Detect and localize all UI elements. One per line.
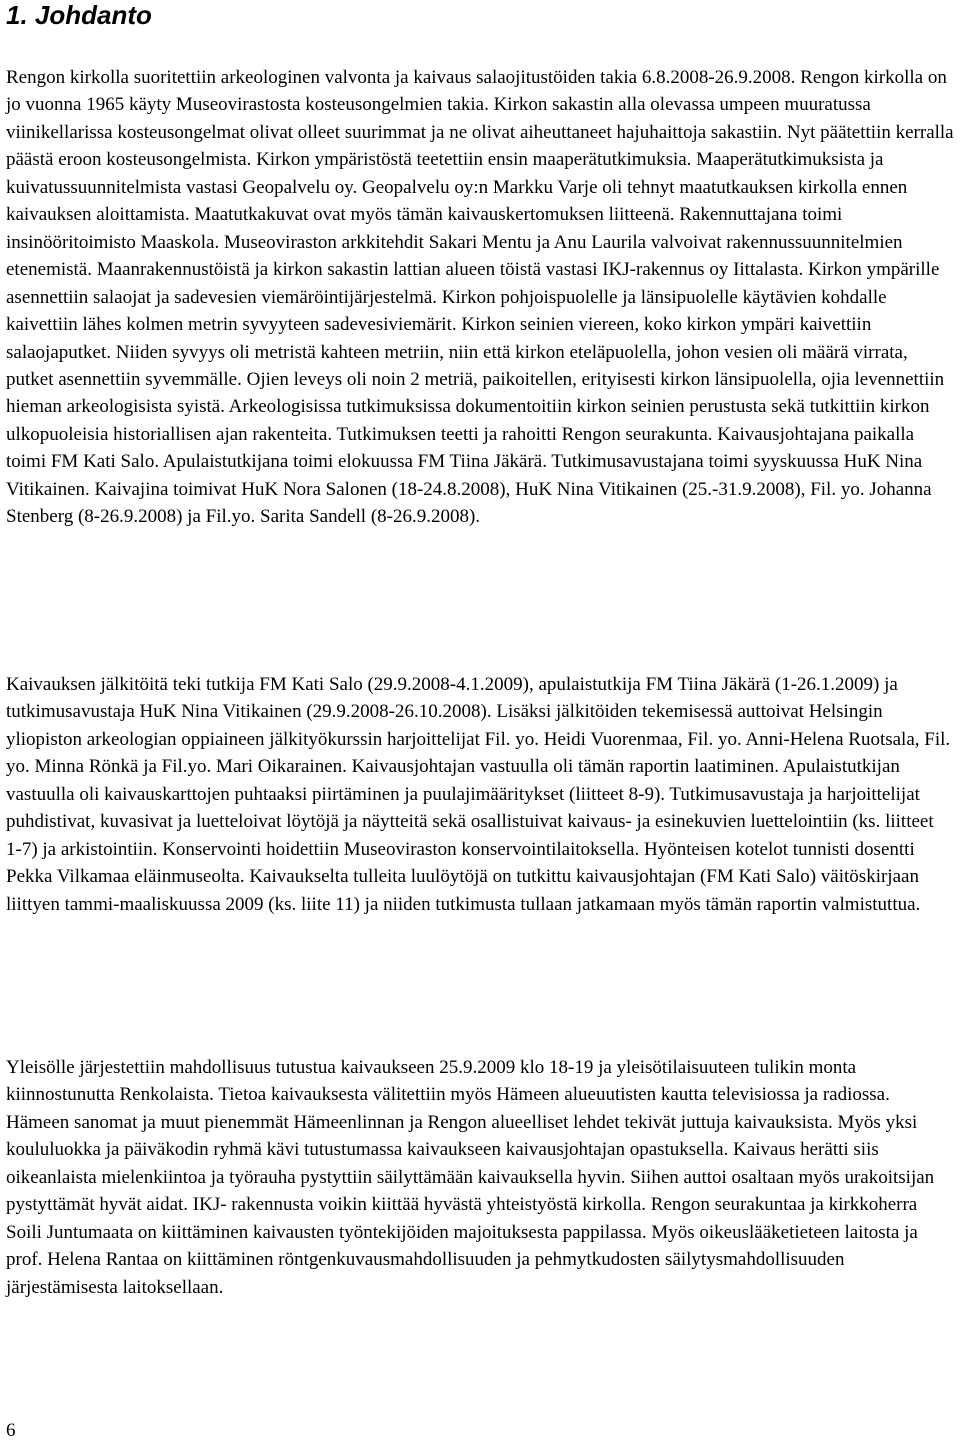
section-heading: 1. Johdanto (6, 0, 152, 30)
paragraph-public-outreach: Yleisölle järjestettiin mahdollisuus tutustua kaivaukseen 25.9.2009 klo 18-19 ja yleisötilaisuuteen tulikin monta kiinnostunutta Renkolaista. Tietoa kaivauksesta välitettiin myös Hämeen alueuutisten kautta televisiossa ja radiossa. Hämeen sanomat ja muut pienemmät Hämeenlinnan ja Rengon alueelliset lehdet tekivät juttuja kaivauksista. Myös yksi koululuokka ja päiväkodin ryhmä kävi tutustumassa kaivaukseen kaivausjohtajan opastuksella. Kaivaus herätti siis oikeanlaista mielenkiintoa ja työrauha pystyttiin säilyttämään kaivauksella hyvin. Siihen auttoi osaltaan myös urakoitsijan pystyttämät hyvät aidat. IKJ- rakennusta voikin kiittää hyvästä yhteistyöstä kirkolla. Rengon seurakuntaa ja kirkkoherra Soili Juntumaata on kiittäminen kaivausten työntekijöiden majoituksesta pappilassa. Myös oikeuslääketieteen laitosta ja prof. Helena Rantaa on kiittäminen röntgenkuvausmahdollisuuden ja pehmytkudosten säilytysmahdollisuuden järjestämisesta laitoksellaan. (6, 1057, 935, 1298)
paragraph-post-excavation: Kaivauksen jälkitöitä teki tutkija FM Kati Salo (29.9.2008-4.1.2009), apulaistutkija FM Tiina Jäkärä (1-26.1.2009) ja tutkimusavustaja HuK Nina Vitikainen (29.9.2008-26.10.2008). Lisäksi jälkitöiden tekemisessä auttoivat Helsingin yliopiston arkeologian oppiaineen jälkityökurssin harjoittelijat Fil. yo. Heidi Vuorenmaa, Fil. yo. Anni-Helena Ruotsala, Fil. yo. Minna Rönkä ja Fil.yo. Mari Oikarainen. Kaivausjohtajan vastuulla oli tämän raportin laatiminen. Apulaistutkijan vastuulla oli kaivauskarttojen puhtaaksi piirtäminen ja puulajimääritykset (liitteet 8-9). Tutkimusavustaja ja harjoittelijat puhdistivat, kuvasivat ja luetteloivat löytöjä ja näytteitä sekä osallistuivat kaivaus- ja esinekuvien luettelointiin (ks. liitteet 1-7) ja arkistointiin. Konservointi hoidettiin Museoviraston konservointilaitoksella. Hyönteisen kotelot tunnisti dosentti Pekka Vilkamaa eläinmuseolta. Kaivaukselta tulleita luulöytöjä on tutkittu kaivausjohtajan (FM Kati Salo) väitöskirjaan liittyen tammi-maaliskuussa 2009 (ks. liite 11) ja niiden tutkimusta tullaan jatkamaan myös tämän raportin valmistuttua. (6, 674, 951, 915)
paragraph-introduction: Rengon kirkolla suoritettiin arkeologinen valvonta ja kaivaus salaojitustöiden takia 6.8.2008-26.9.2008. Rengon kirkolla on jo vuonna 1965 käyty Museovirastosta kosteusongelmien takia. Kirkon sakastin alla olevassa umpeen muuratussa viinikellarissa kosteusongelmat olivat olleet suurimmat ja ne olivat aiheuttaneet hajuhaittoja sakastiin. Nyt päätettiin kerralla päästä eroon kosteusongelmista. Kirkon ympäristöstä teetettiin ensin maaperätutkimuksia. Maaperätutkimuksista ja kuivatussuunnitelmista vastasi Geopalvelu oy. Geopalvelu oy:n Markku Varje oli tehnyt maatutkauksen kirkolla ennen kaivauksen aloittamista. Maatutkakuvat ovat myös tämän kaivauskertomuksen liitteenä. Rakennuttajana toimi insinööritoimisto Maaskola. Museoviraston arkkitehdit Sakari Mentu ja Anu Laurila valvoivat rakennussuunnitelmien etenemistä. Maanrakennustöistä ja kirkon sakastin lattian alueen töistä vastasi IKJ-rakennus oy Iittalasta. Kirkon ympärille asennettiin salaojat ja sadevesien viemäröintijärjestelmä. Kirkon pohjoispuolelle ja länsipuolelle käytävien kohdalle kaivettiin lähes kolmen metrin syvyyteen sadevesiviemärit. Kirkon seinien viereen, koko kirkon ympäri kaivettiin salaojaputket. Niiden syvyys oli metristä kahteen metriin, niin että kirkon eteläpuolella, johon vesien oli määrä virrata, putket asennettiin syvemmälle. Ojien leveys oli noin 2 metriä, paikoitellen, erityisesti kirkon länsipuolella, ojia levennettiin hieman arkeologisista syistä. Arkeologisissa tutkimuksissa dokumentoitiin kirkon seinien perustusta sekä tutkittiin kirkon ulkopuoleisia historiallisen ajan rakenteita. Tutkimuksen teetti ja rahoitti Rengon seurakunta. Kaivausjohtajana paikalla toimi FM Kati Salo. Apulaistutkijana toimi elokuussa FM Tiina Jäkärä. Tutkimusavustajana toimi syyskuussa HuK Nina Vitikainen. Kaivajina toimivat HuK Nora Salonen (18-24.8.2008), HuK Nina Vitikainen (25.-31.9.2008), Fil. yo. Johanna Stenberg (8-26.9.2008) ja Fil.yo. Sarita Sandell (8-26.9.2008). (6, 67, 954, 528)
page-number: 6 (6, 1420, 16, 1441)
